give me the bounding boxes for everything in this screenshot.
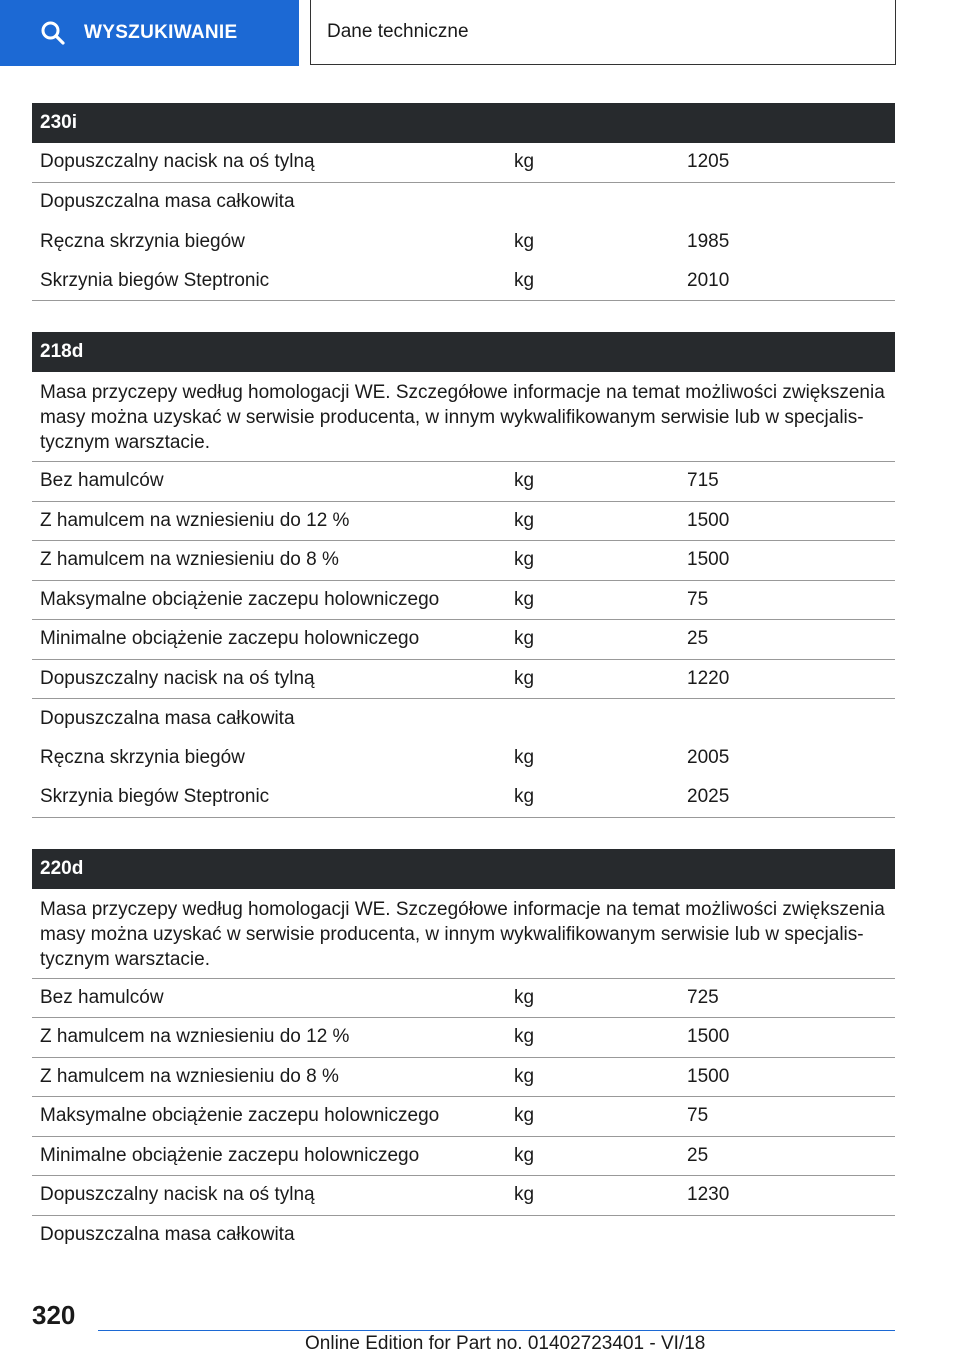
cell-unit: kg: [514, 1105, 535, 1127]
table-row: [32, 502, 895, 542]
table-row: [32, 222, 895, 262]
section-note: Masa przyczepy według homologacji WE. Szczegółowe informacje na temat możliwości zwiększenia masy można uzyskać w serwisie producenta, w innym wykwalifikowanym serwisie lub w specjalistycznym warsztacie.: [32, 889, 895, 979]
cell-label: Maksymalne obciążenie zaczepu holowniczego: [40, 1105, 440, 1127]
cell-unit: kg: [514, 509, 535, 531]
cell-label: Z hamulcem na wzniesieniu do 12 %: [40, 509, 350, 531]
table-row: [32, 143, 895, 183]
cell-label: Minimalne obciążenie zaczepu holowniczego: [40, 628, 420, 650]
cell-label: Z hamulcem na wzniesieniu do 12 %: [40, 1026, 350, 1048]
cell-label: Dopuszczalny nacisk na oś tylną: [40, 667, 315, 689]
cell-unit: kg: [514, 667, 535, 689]
cell-label: Z hamulcem na wzniesieniu do 8 %: [40, 1065, 339, 1087]
cell-unit: kg: [514, 470, 535, 492]
cell-label: Dopuszczalna masa całkowita: [40, 191, 295, 213]
cell-label: Z hamulcem na wzniesieniu do 8 %: [40, 549, 339, 571]
table-row: [32, 462, 895, 502]
cell-unit: kg: [514, 1144, 535, 1166]
cell-label: Maksymalne obciążenie zaczepu holowniczego: [40, 588, 440, 610]
cell-value: 25: [687, 628, 709, 650]
cell-label: Ręczna skrzynia biegów: [40, 230, 245, 252]
table-row: [32, 979, 895, 1019]
cell-value: 1220: [687, 667, 730, 689]
cell-value: 1985: [687, 230, 730, 252]
chapter-title: Dane techniczne: [327, 21, 469, 42]
cell-value: 1500: [687, 509, 730, 531]
header: [0, 0, 960, 66]
cell-label: Dopuszczalny nacisk na oś tylną: [40, 1184, 315, 1206]
table-row: [32, 581, 895, 621]
search-button[interactable]: [0, 0, 299, 66]
cell-value: 1230: [687, 1184, 730, 1206]
cell-unit: kg: [514, 1065, 535, 1087]
cell-value: 1500: [687, 1065, 730, 1087]
table-row: [32, 1137, 895, 1177]
table-row: [32, 739, 895, 779]
table-row: [32, 183, 895, 223]
cell-label: Bez hamulców: [40, 986, 164, 1008]
search-button-label: WYSZUKIWANIE: [84, 22, 238, 43]
cell-value: 75: [687, 1105, 709, 1127]
cell-unit: kg: [514, 1026, 535, 1048]
cell-value: 25: [687, 1144, 709, 1166]
cell-value: 725: [687, 986, 719, 1008]
section-heading: 220d: [32, 849, 895, 889]
cell-unit: kg: [514, 747, 535, 769]
cell-label: Minimalne obciążenie zaczepu holowniczego: [40, 1144, 420, 1166]
cell-value: 715: [687, 470, 719, 492]
edition-text: Online Edition for Part no. 01402723401 - VI/18: [305, 1333, 706, 1354]
table-row: [32, 620, 895, 660]
cell-value: 2005: [687, 747, 730, 769]
cell-value: 1500: [687, 549, 730, 571]
page-number: 320: [32, 1300, 76, 1330]
section-heading: 218d: [32, 332, 895, 372]
chapter-title-link[interactable]: [310, 0, 896, 65]
cell-unit: kg: [514, 230, 535, 252]
table-row: [32, 778, 895, 818]
table-row: [32, 262, 895, 302]
cell-value: 2025: [687, 786, 730, 808]
spec-section-230i: [32, 103, 895, 301]
spec-section-220d: [32, 849, 895, 1256]
cell-unit: kg: [514, 986, 535, 1008]
spec-tables: [32, 103, 895, 1286]
table-row: [32, 699, 895, 739]
table-row: [32, 1018, 895, 1058]
cell-value: 1500: [687, 1026, 730, 1048]
cell-value: 2010: [687, 269, 730, 291]
cell-label: Skrzynia biegów Steptronic: [40, 269, 270, 291]
section-heading: 230i: [32, 103, 895, 143]
cell-label: Ręczna skrzynia biegów: [40, 747, 245, 769]
cell-unit: kg: [514, 628, 535, 650]
table-row: [32, 1176, 895, 1216]
footer-divider: [98, 1330, 895, 1331]
section-note: Masa przyczepy według homologacji WE. Szczegółowe informacje na temat możliwości zwiększenia masy można uzyskać w serwisie producenta, w innym wykwalifikowanym serwisie lub w specjalistycznym warsztacie.: [32, 372, 895, 462]
cell-unit: kg: [514, 1184, 535, 1206]
table-row: [32, 1216, 895, 1256]
table-row: [32, 1097, 895, 1137]
cell-label: Dopuszczalna masa całkowita: [40, 707, 295, 729]
cell-unit: kg: [514, 549, 535, 571]
table-row: [32, 541, 895, 581]
spec-section-218d: [32, 332, 895, 818]
cell-value: 75: [687, 588, 709, 610]
search-icon: [40, 20, 66, 46]
cell-label: Dopuszczalna masa całkowita: [40, 1224, 295, 1246]
cell-unit: kg: [514, 588, 535, 610]
cell-value: 1205: [687, 151, 730, 173]
cell-label: Dopuszczalny nacisk na oś tylną: [40, 151, 315, 173]
cell-unit: kg: [514, 151, 535, 173]
cell-label: Bez hamulców: [40, 470, 164, 492]
cell-label: Skrzynia biegów Steptronic: [40, 786, 270, 808]
cell-unit: kg: [514, 269, 535, 291]
table-row: [32, 660, 895, 700]
cell-unit: kg: [514, 786, 535, 808]
table-row: [32, 1058, 895, 1098]
